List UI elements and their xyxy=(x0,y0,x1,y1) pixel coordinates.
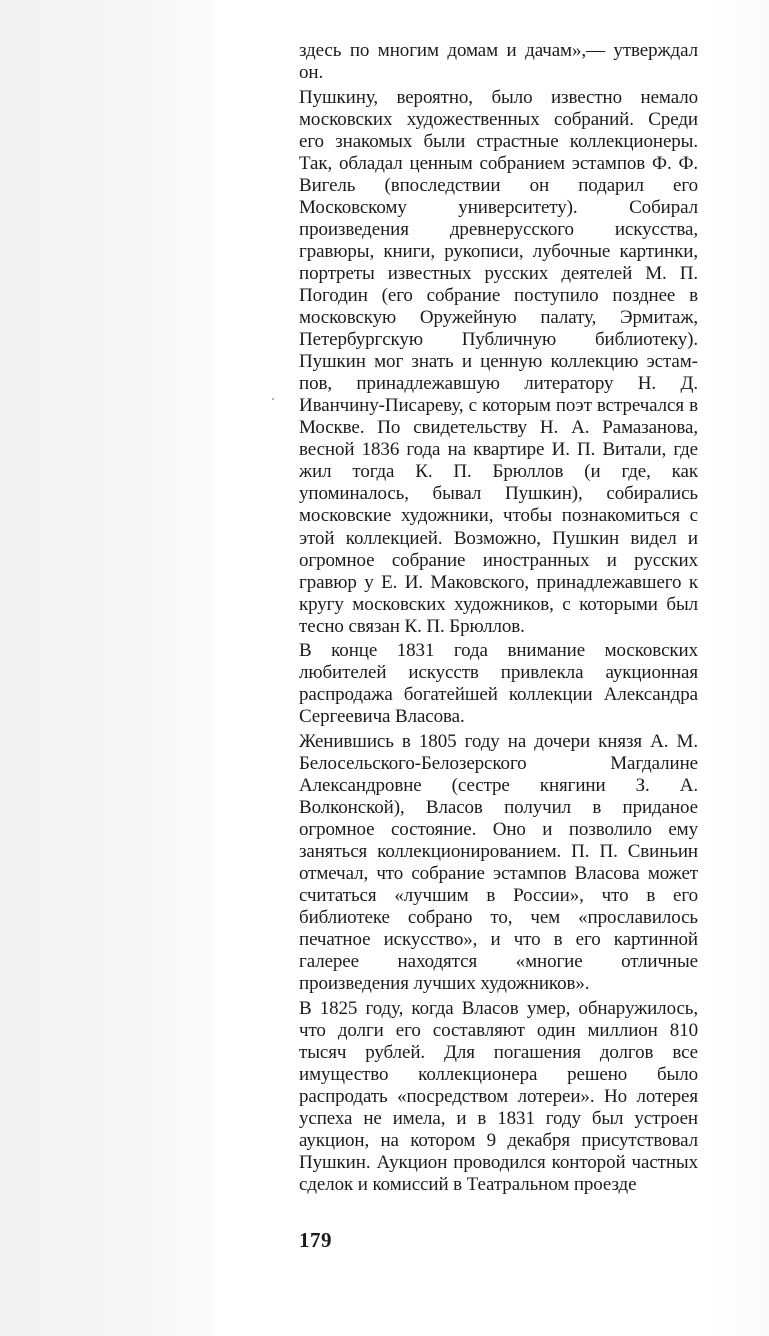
page-number: 179 xyxy=(299,1228,332,1252)
paragraph-vlasov-marriage: Женившись в 1805 году на дочери князя А. М. Белосельского-Белозерского Магдалине Александровне (сестре княгини З. А. Волконской), Власов получил в приданое огромное состояние. Оно и позволило ему заняться коллекционированием. П. П. Свиньин отмечал, что собрание эстампов Власова может считаться «лучшим в России», что в его библиотеке собрано то, чем «прославилось печатное искусство», и что в его картинной галерее находятся «многие отличные произведения лучших художников». xyxy=(299,730,698,995)
scan-margin-right xyxy=(709,0,769,1336)
text-column xyxy=(299,40,698,1199)
paragraph-vlasov-debts: В 1825 году, когда Власов умер, обнаружилось, что долги его составляют один миллион 810 тысяч рублей. Для погашения долгов все имущество коллекционера решено было распродать «посредством лотереи». Но лотерея успеха не имела, и в 1831 году был устроен аукцион, на котором 9 декабря присутствовал Пушкин. Аукцион проводился конторой частных сделок и комиссий в Театральном проезде xyxy=(299,998,698,1196)
paragraph-continuation: здесь по многим домам и дачам»,— утверждал он. xyxy=(299,40,698,84)
scan-margin-left xyxy=(0,0,215,1336)
scan-speck xyxy=(272,398,274,400)
paragraph-collections: Пушкину, вероятно, было известно немало московских художественных собраний. Среди его знакомых были страстные коллекционеры. Так, обладал ценным собранием эстампов Ф. Ф. Вигель (впоследствии он подарил его Московскому университету). Собирал произведения древнерусского искусства, гравюры, книги, рукописи, лубочные картинки, портреты известных русских деятелей М. П. Погодин (его собрание поступило позднее в московскую Оружейную палату, Эрмитаж, Петербургскую Публичную библиотеку). Пушкин мог знать и ценную коллекцию эстампов, принадлежавшую литератору Н. Д. Иванчину-Писареву, с которым поэт встречался в Москве. По свидетельству Н. А. Рамазанова, весной 1836 года на квартире И. П. Витали, где жил тогда К. П. Брюллов (и где, как упоминалось, бывал Пушкин), собирались московские художники, чтобы познакомиться с этой коллекцией. Возможно, Пушкин видел и огромное собрание иностранных и русских гравюр у Е. И. Маковского, принадлежавшего к кругу московских художников, с которыми был тесно связан К. П. Брюллов. xyxy=(299,86,698,637)
paragraph-auction-intro: В конце 1831 года внимание московских любителей искусств привлекла аукционная распродажа богатейшей коллекции Александра Сергеевича Власова. xyxy=(299,640,698,728)
